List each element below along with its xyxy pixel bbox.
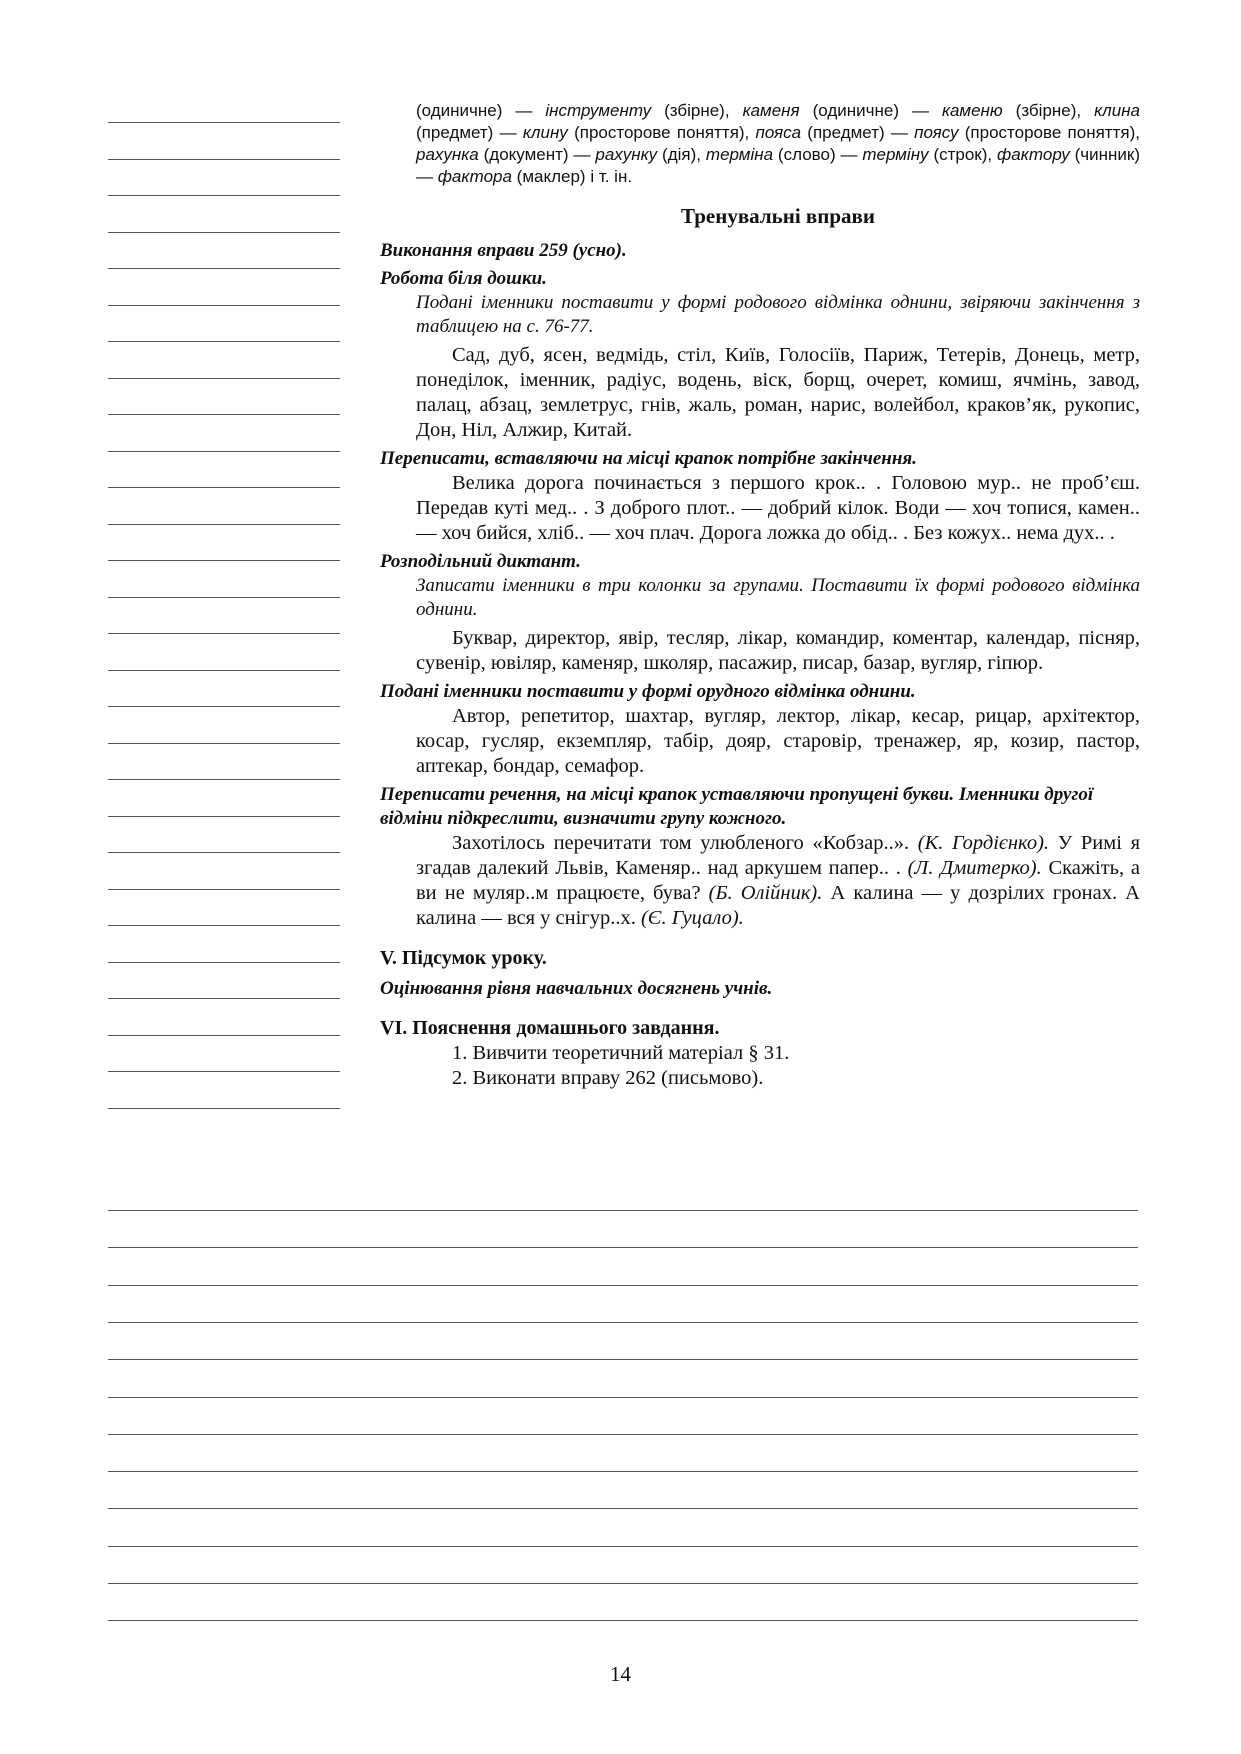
sentence-4: А калина — у дозрілих гронах. А калина — вся у снігур..х. bbox=[416, 882, 1140, 929]
task-oral-exercise: Виконання вправи 259 (усно). bbox=[380, 240, 627, 261]
intro-segment: фактору bbox=[997, 145, 1070, 164]
intro-segment: (чинник) — bbox=[416, 145, 1141, 186]
sentence-1: Захотілось перечитати том улюбленого «Кобзар..». bbox=[452, 832, 918, 854]
margin-rule-line bbox=[108, 159, 340, 160]
notes-rule-line bbox=[108, 1247, 1138, 1248]
homework-item-2: 2. Виконати вправу 262 (письмово). bbox=[452, 1067, 764, 1089]
author-3: (Б. Олійник). bbox=[708, 882, 823, 904]
intro-segment: (одиничне) — bbox=[799, 101, 942, 120]
intro-segment: (предмет) — bbox=[801, 123, 915, 142]
page-number: 14 bbox=[610, 1662, 631, 1686]
task-instrumental-text: Автор, репетитор, шахтар, вугляр, лектор, лікар, кесар, рицар, архітектор, косар, гусляр, екземпляр, табір, дояр, старовір, тренажер, яр, козир, пастор, аптекар, бондар, семафор. bbox=[416, 705, 1140, 777]
notes-rule-line bbox=[108, 1471, 1138, 1472]
intro-segment: рахунку bbox=[595, 145, 658, 164]
intro-segment: клину bbox=[522, 123, 568, 142]
notes-rule-line bbox=[108, 1397, 1138, 1398]
notes-rule-line bbox=[108, 1210, 1138, 1211]
margin-rule-line bbox=[108, 1071, 340, 1072]
margin-rule-line bbox=[108, 852, 340, 853]
margin-rule-line bbox=[108, 232, 340, 233]
evaluation-line: Оцінювання рівня навчальних досягнень учнів. bbox=[380, 978, 773, 999]
notes-rule-line bbox=[108, 1285, 1138, 1286]
margin-rule-line bbox=[108, 779, 340, 780]
margin-rule-line bbox=[108, 962, 340, 963]
intro-segment: (слово) — bbox=[773, 145, 863, 164]
task-instrumental-title: Подані іменники поставити у формі орудного відмінка однини. bbox=[380, 681, 916, 702]
intro-segment: (просторове поняття), bbox=[958, 123, 1140, 142]
notes-rule-line bbox=[108, 1546, 1138, 1547]
intro-segment: (дія), bbox=[657, 145, 706, 164]
margin-rule-line bbox=[108, 925, 340, 926]
intro-segment: каменя bbox=[742, 101, 800, 120]
author-1: (К. Гордієнко). bbox=[917, 832, 1050, 854]
margin-rule-line bbox=[108, 998, 340, 999]
task-fill-endings-title: Переписати, вставляючи на місці крапок потрібне закінчення. bbox=[380, 448, 917, 469]
margin-rule-line bbox=[108, 195, 340, 196]
margin-rule-line bbox=[108, 305, 340, 306]
margin-rule-line bbox=[108, 743, 340, 744]
margin-rule-line bbox=[108, 889, 340, 890]
notes-rule-line bbox=[108, 1620, 1138, 1621]
margin-rule-line bbox=[108, 633, 340, 634]
margin-rule-line bbox=[108, 414, 340, 415]
margin-rule-line bbox=[108, 816, 340, 817]
margin-rule-line bbox=[108, 268, 340, 269]
homework-item-1: 1. Вивчити теоретичний матеріал § 31. bbox=[452, 1042, 790, 1064]
margin-rule-line bbox=[108, 1108, 340, 1109]
margin-rule-line bbox=[108, 451, 340, 452]
intro-segment: (документ) — bbox=[478, 145, 596, 164]
intro-segment: клина bbox=[1094, 101, 1141, 120]
margin-rule-line bbox=[108, 670, 340, 671]
margin-rule-line bbox=[108, 597, 340, 598]
margin-rule-line bbox=[108, 524, 340, 525]
task-rewrite-text bbox=[380, 831, 1140, 931]
author-4: (Є. Гуцало). bbox=[640, 907, 744, 929]
task-dictation-text: Буквар, директор, явір, тесляр, лікар, командир, коментар, календар, пісняр, сувенір, ювіляр, каменяр, школяр, пасажир, писар, базар, вугляр, гіпюр. bbox=[416, 627, 1140, 674]
intro-segment: каменю bbox=[941, 101, 1003, 120]
intro-segment: (збірне), bbox=[1002, 101, 1095, 120]
margin-rule-line bbox=[108, 560, 340, 561]
intro-segment: (строк), bbox=[928, 145, 998, 164]
section-5-heading: V. Підсумок уроку. bbox=[380, 947, 547, 969]
task-fill-endings-text: Велика дорога починається з першого крок.. . Головою мур.. не проб’єш. Передав куті мед.. . З доброго плот.. — добрий кілок. Води — хоч топися, камен.. — хоч бийся, хліб.. — хоч плач. Дорога ложка до обід.. . Без кожух.. нема дух.. . bbox=[416, 472, 1140, 544]
notes-rule-line bbox=[108, 1583, 1138, 1584]
intro-segment: (просторове поняття), bbox=[567, 123, 756, 142]
task-board-work-text: Сад, дуб, ясен, ведмідь, стіл, Київ, Голосіїв, Париж, Тетерів, Донець, метр, понеділок, іменник, радіус, водень, віск, борщ, очерет, комиш, ячмінь, завод, палац, абзац, землетрус, гнів, жаль, роман, нарис, волейбол, краков’як, рукопис, Дон, Ніл, Алжир, Китай. bbox=[416, 344, 1140, 441]
margin-rule-line bbox=[108, 487, 340, 488]
sentence-3: Скажіть, а ви не муляр..м працюєте, бува? bbox=[416, 857, 1140, 904]
intro-segment: терміну bbox=[862, 145, 929, 164]
intro-segment: пояса bbox=[755, 123, 802, 142]
page-content bbox=[380, 100, 1140, 1091]
author-2: (Л. Дмитерко). bbox=[907, 857, 1042, 879]
intro-segment: рахунка bbox=[416, 145, 479, 164]
notes-rule-line bbox=[108, 1508, 1138, 1509]
task-dictation-instruction: Записати іменники в три колонки за групами. Поставити їх формі родового відмінка однини. bbox=[416, 575, 1140, 620]
margin-rule-line bbox=[108, 122, 340, 123]
intro-segment: (предмет) — bbox=[416, 123, 523, 142]
task-board-work-title: Робота біля дошки. bbox=[380, 268, 547, 289]
margin-rule-line bbox=[108, 378, 340, 379]
task-board-work-instruction: Подані іменники поставити у формі родового відмінка однини, звіряючи закінчення з таблицею на с. 76-77. bbox=[416, 292, 1140, 337]
intro-paragraph bbox=[380, 100, 1140, 188]
task-rewrite-title: Переписати речення, на місці крапок уставляючи пропущені букви. Іменники другої відміни підкреслити, визначити групу кожного. bbox=[380, 784, 1094, 829]
margin-rule-line bbox=[108, 1035, 340, 1036]
sentence-2: У Римі я згадав далекий Львів, Каменяр.. над аркушем папер.. . bbox=[416, 832, 1141, 879]
intro-segment: фактора bbox=[437, 167, 512, 186]
intro-segment: (одиничне) — bbox=[416, 101, 546, 120]
margin-rule-line bbox=[108, 341, 340, 342]
section-6-heading: VI. Пояснення домашнього завдання. bbox=[380, 1017, 720, 1039]
task-dictation-title: Розподільний диктант. bbox=[380, 551, 581, 572]
intro-segment: (маклер) і т. ін. bbox=[511, 167, 633, 186]
notes-rule-line bbox=[108, 1359, 1138, 1360]
margin-rule-line bbox=[108, 706, 340, 707]
intro-segment: (збірне), bbox=[651, 101, 743, 120]
intro-segment: терміна bbox=[705, 145, 774, 164]
notes-rule-line bbox=[108, 1434, 1138, 1435]
intro-segment: поясу bbox=[914, 123, 959, 142]
notes-rule-line bbox=[108, 1322, 1138, 1323]
intro-segment: інструменту bbox=[545, 101, 652, 120]
section-heading: Тренувальні вправи bbox=[681, 204, 875, 228]
